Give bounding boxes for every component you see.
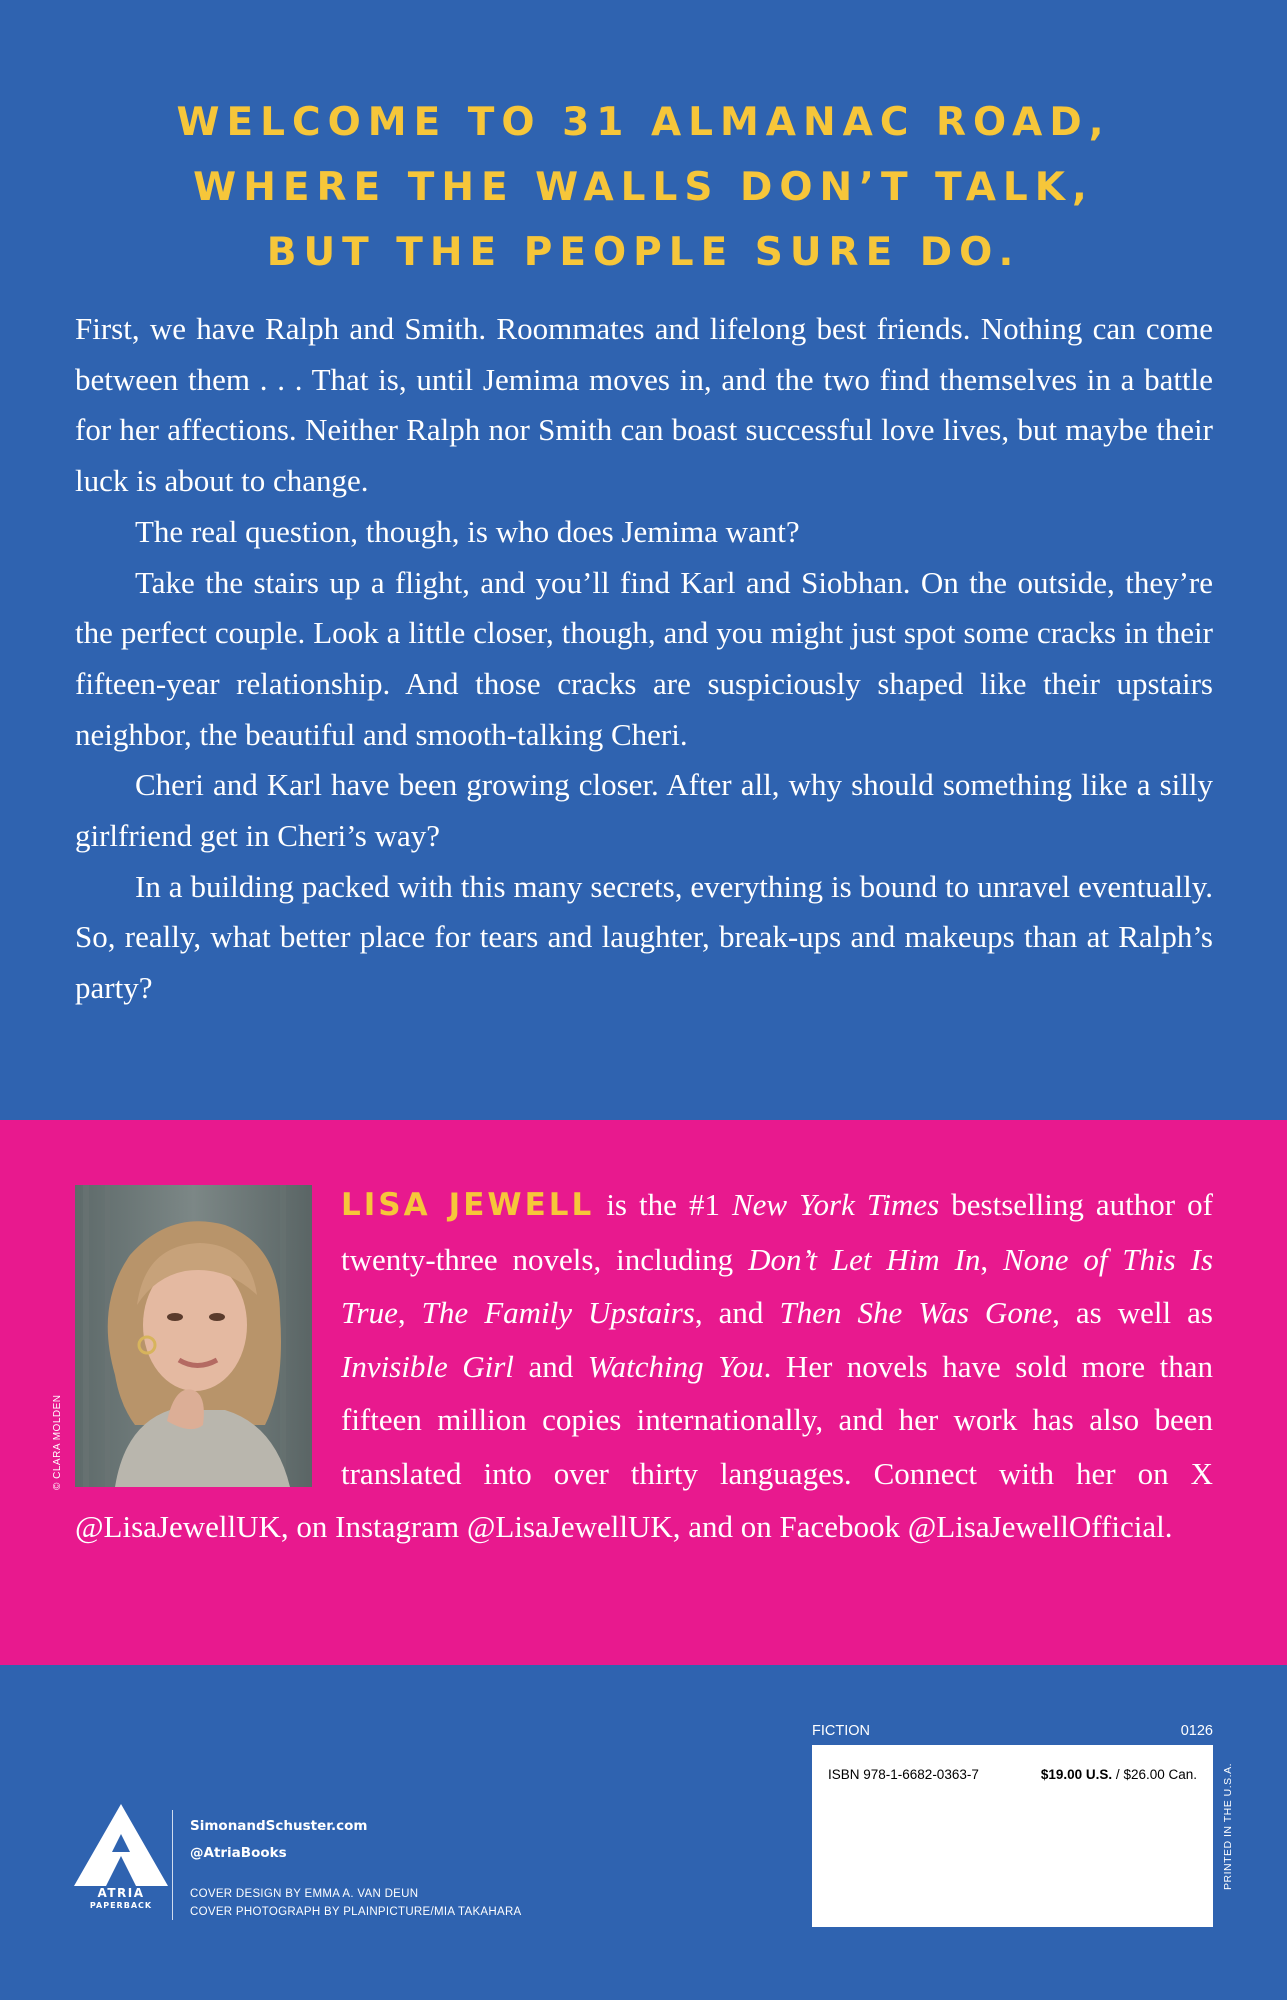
isbn: ISBN 978-1-6682-0363-7: [828, 1767, 979, 1782]
cover-photo-credit: COVER PHOTOGRAPH BY PLAINPICTURE/MIA TAKAHARA: [190, 1906, 522, 1918]
price-code: 0126: [1180, 1723, 1213, 1739]
bio-text: and: [513, 1348, 588, 1384]
synopsis-paragraph: Take the stairs up a flight, and you’ll find Karl and Siobhan. On the outside, they’re the perfect couple. Look a little closer, though, and you might just spot some cracks in their fifteen-year relationship. And those cracks are suspiciously shaped like their upstairs neighbor, the beautiful and smooth-talking Cheri.: [75, 564, 1213, 752]
price-us: $19.00 U.S.: [1040, 1767, 1113, 1782]
headline-line: WHERE THE WALLS DON’T TALK,: [193, 165, 1094, 210]
publisher-website[interactable]: SimonandSchuster.com: [190, 1818, 368, 1834]
price: [1041, 1767, 1197, 1782]
bio-text: , as well as: [1052, 1295, 1213, 1330]
printed-in: PRINTED IN THE U.S.A.: [1222, 1763, 1234, 1890]
synopsis-paragraph: First, we have Ralph and Smith. Roommates and lifelong best friends. Nothing can come between them . . . That is, until Jemima moves in, and the two find themselves in a battle for her affections. Neither Ralph nor Smith can boast successful love lives, but maybe their luck is about to change.: [75, 311, 1213, 499]
author-bio: [75, 1178, 1213, 1554]
book-title: Watching You: [587, 1348, 764, 1384]
category-label: FICTION: [812, 1723, 870, 1739]
synopsis-paragraph: The real question, though, is who does Jemima want?: [135, 513, 800, 549]
book-title: The Family Upstairs: [421, 1295, 695, 1330]
logo-line: PAPERBACK: [89, 1901, 153, 1910]
barcode-box: [812, 1745, 1213, 1927]
cover-design-credit: COVER DESIGN BY EMMA A. VAN DEUN: [190, 1888, 419, 1900]
divider: [172, 1810, 173, 1920]
bio-text: , and: [694, 1295, 780, 1330]
publisher-links: [190, 1813, 367, 1867]
bio-text: ,: [397, 1295, 422, 1330]
bio-text: is the #1: [594, 1187, 732, 1222]
headline-line: WELCOME TO 31 ALMANAC ROAD,: [176, 100, 1111, 145]
bio-text: bestselling author of twenty-three novels, including: [341, 1187, 1213, 1277]
bio-title: New York Times: [731, 1187, 940, 1222]
publisher-logo-text: [74, 1886, 168, 1911]
bio-text: . Her novels have sold more than fifteen million copies internationally, and her work has also been translated into over thirty languages. Connect with her on X @LisaJewellUK, on Instagram @LisaJewellUK, and on Facebook @LisaJewellOfficial.: [75, 1348, 1214, 1544]
headline: [0, 90, 1287, 285]
book-title: None of This Is True: [341, 1241, 1214, 1330]
publisher-handle[interactable]: @AtriaBooks: [190, 1845, 287, 1861]
price-separator: /: [1112, 1767, 1124, 1782]
cover-credits: [190, 1885, 522, 1921]
synopsis: [75, 304, 1213, 1014]
author-name: LISA JEWELL: [341, 1187, 595, 1223]
price-can: $26.00 Can.: [1123, 1767, 1197, 1782]
bio-text: ,: [980, 1241, 1004, 1277]
synopsis-paragraph: In a building packed with this many secrets, everything is bound to unravel eventually. So, really, what better place for tears and laughter, break-ups and makeups than at Ralph’s party?: [75, 868, 1213, 1006]
book-title: Invisible Girl: [341, 1348, 514, 1384]
book-title: Don’t Let Him In: [748, 1241, 981, 1277]
synopsis-paragraph: Cheri and Karl have been growing closer. After all, why should something like a silly girlfriend get in Cheri’s way?: [75, 767, 1213, 854]
photo-credit: [52, 1470, 63, 1490]
book-title: Then She Was Gone: [779, 1295, 1053, 1330]
logo-line: ATRIA: [97, 1886, 145, 1900]
atria-logo-icon: [74, 1804, 168, 1891]
headline-line: BUT THE PEOPLE SURE DO.: [266, 230, 1021, 275]
